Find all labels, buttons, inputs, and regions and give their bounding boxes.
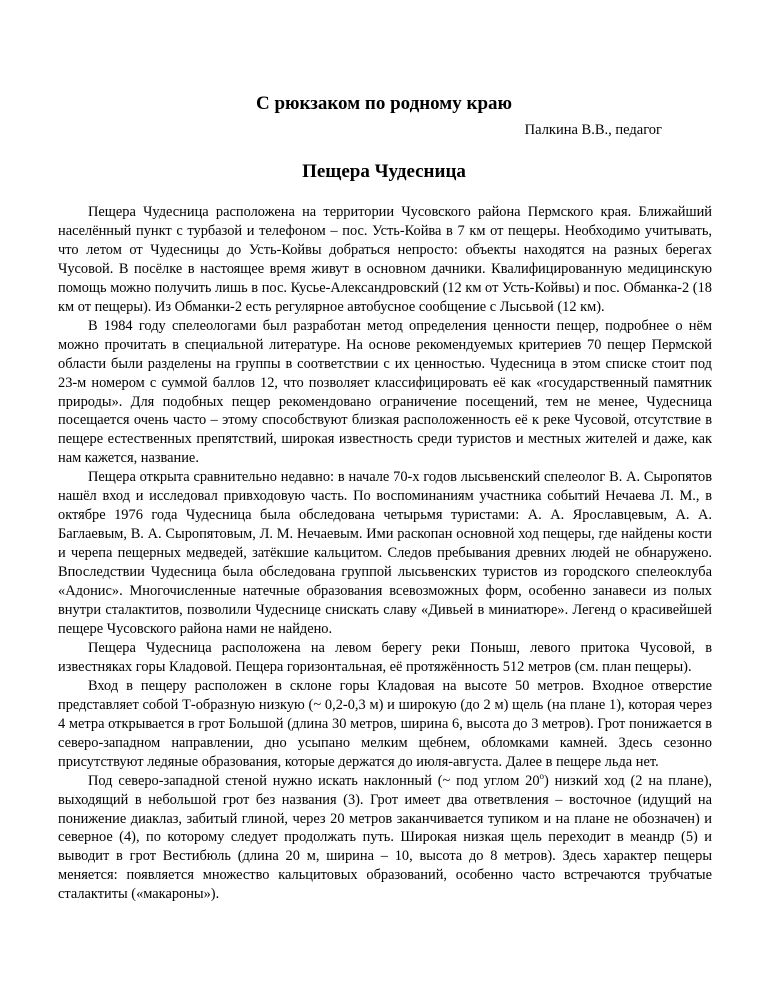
author-line: Палкина В.В., педагог bbox=[524, 122, 662, 138]
paragraph bbox=[58, 772, 712, 905]
section-header-title: С рюкзаком по родному краю bbox=[255, 93, 513, 114]
article-title: Пещера Чудесница bbox=[302, 161, 466, 182]
paragraph: Пещера Чудесница расположена на левом берегу реки Поныш, левого притока Чусовой, в известняках горы Кладовой. Пещера горизонтальная, её протяжённость 512 метров (см. план пещеры). bbox=[58, 639, 712, 675]
paragraph: Вход в пещеру расположен в склоне горы Кладовая на высоте 50 метров. Входное отверстие представляет собой Т-образную низкую (~ 0,2-0,3 м) и широкую (до 2 м) щель (на плане 1), которая через 4 метра открывается в грот Большой (длина 30 метров, ширина 6, высота до 3 метров). Грот понижается в северо-западном направлении, дно усыпано мелким щебнем, обломками камней. Здесь сезонно присутствуют ледяные образования, которые держатся до июля-августа. Далее в пещере льда нет. bbox=[58, 677, 712, 770]
article-body bbox=[58, 203, 712, 904]
paragraph: Пещера открыта сравнительно недавно: в начале 70-х годов лысьвенский спелеолог В. А. Сыропятов нашёл вход и исследовал привходовую часть. По воспоминаниям участника событий Нечаева Л. М., в октябре 1976 года Чудесница была обследована четырьмя туристами: А. А. Ярославцевым, А. А. Баглаевым, В. А. Сыропятовым, Л. М. Нечаевым. Ими раскопан основной ход пещеры, где найдены кости и черепа пещерных медведей, затёкшие кальцитом. Следов пребывания древних людей не обнаружено. Впоследствии Чудесница была обследована группой лысьвенских туристов из городского спелеоклуба «Адонис». Многочисленные натечные образования всевозможных форм, особенно занавеси из полых внутри сталактитов, позволили Чудеснице снискать славу «Дивьей в миниатюре». Легенд о красивейшей пещере Чусовского района нами не найдено. bbox=[58, 469, 712, 637]
paragraph: В 1984 году спелеологами был разработан метод определения ценности пещер, подробнее о нём можно прочитать в специальной литературе. На основе рекомендуемых критериев 70 пещер Пермской области были разделены на группы в соответствии с их ценностью. Чудесница в этом списке стоит под 23-м номером с суммой баллов 12, что позволяет классифицировать её как «государственный памятник природы». Для подобных пещер рекомендовано ограничение посещений, тем не менее, Чудесница посещается очень часто – этому способствуют близкая расположенность её к реке Чусовой, отсутствие в пещере естественных препятствий, широкая известность среди туристов и местных жителей и даже, как нам кажется, название. bbox=[58, 317, 712, 467]
paragraph: Пещера Чудесница расположена на территории Чусовского района Пермского края. Ближайший населённый пункт с турбазой и телефоном – пос. Усть-Койва в 7 км от пещеры. Необходимо учитывать, что летом от Чудесницы до Усть-Койвы добраться непросто: объекты находятся на разных берегах Чусовой. В посёлке в настоящее время живут в основном дачники. Квалифицированную медицинскую помощь можно получить лишь в пос. Кусье-Александровский (12 км от Усть-Койвы) и пос. Обманка-2 (18 км от пещеры). Из Обманки-2 есть регулярное автобусное сообщение с Лысьвой (12 км). bbox=[58, 204, 712, 315]
degree-mark: о bbox=[539, 770, 545, 781]
paragraph-text-end: ) низкий ход (2 на плане), выходящий в небольшой грот без названия (3). Грот имеет два ответвления – восточное (идущий на понижение диаклаз, забитый глиной, через 20 метров заканчивается тупиком и на плане не обозначен) и северное (4), по которому следует продолжать путь. Широкая низкая щель переходит в меандр (5) и выводит в грот Вестибюль (длина 20 м, ширина – 10, высота до 8 метров). Здесь характер пещеры меняется: появляется множество кальцитовых образований, особенно часто встречаются трубчатые сталактиты («макароны»). bbox=[58, 772, 712, 903]
paragraph-text-start: Под северо-западной стеной нужно искать наклонный (~ под углом 20 bbox=[88, 772, 540, 789]
